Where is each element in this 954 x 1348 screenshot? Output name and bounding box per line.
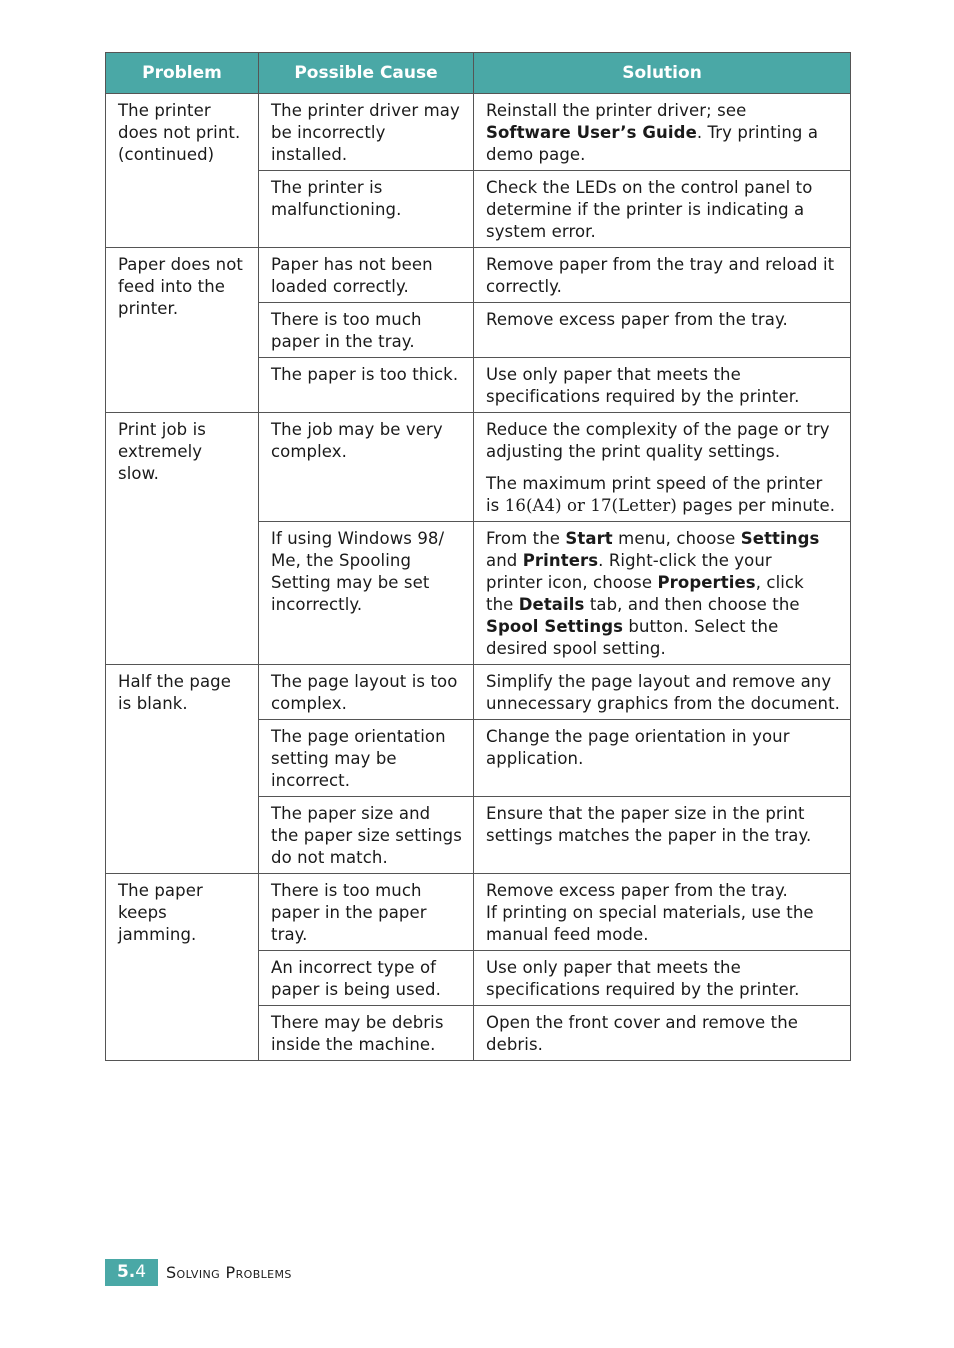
- text-run: Check the LEDs on the control panel to: [486, 178, 813, 197]
- text-run: determine if the printer is indicating a: [486, 200, 805, 219]
- solution-text-line: [486, 419, 838, 441]
- problem-text-line: does not print.: [118, 123, 241, 142]
- text-run: manual feed mode.: [486, 925, 649, 944]
- problem-text-line: The paper: [118, 881, 203, 900]
- solution-text-line: [486, 726, 838, 748]
- solution-text-line: [486, 221, 838, 243]
- text-run: Open the front cover and remove the: [486, 1013, 799, 1032]
- cause-text-line: incorrect.: [271, 771, 351, 790]
- table-row: [106, 248, 851, 303]
- problem-text-line: slow.: [118, 464, 160, 483]
- problem-text-line: Paper does not: [118, 255, 243, 274]
- cause-cell: [259, 171, 474, 248]
- cause-cell: [259, 720, 474, 797]
- page-footer: [105, 1258, 292, 1286]
- header-possible-cause: Possible Cause: [259, 53, 474, 94]
- problem-text-line: printer.: [118, 299, 179, 318]
- solution-cell: [474, 665, 851, 720]
- cause-text-line: complex.: [271, 442, 347, 461]
- bold-term: Spool Settings: [486, 617, 624, 636]
- cause-text-line: be incorrectly: [271, 123, 386, 142]
- text-run: 17: [590, 496, 612, 515]
- cause-cell: [259, 358, 474, 413]
- solution-cell: [474, 171, 851, 248]
- text-run: button. Select the: [623, 617, 779, 636]
- cause-text-line: installed.: [271, 145, 348, 164]
- table-row: [106, 413, 851, 522]
- cause-text-line: There may be debris: [271, 1013, 444, 1032]
- text-run: . Right-click the your: [598, 551, 772, 570]
- solution-cell: [474, 303, 851, 358]
- solution-cell: [474, 797, 851, 874]
- cause-text-line: tray.: [271, 925, 308, 944]
- cause-text-line: There is too much: [271, 310, 422, 329]
- text-run: debris.: [486, 1035, 544, 1054]
- text-run: . Try printing a: [696, 123, 819, 142]
- text-run: and: [486, 551, 523, 570]
- text-run: pages per minute.: [676, 496, 836, 515]
- solution-cell: [474, 358, 851, 413]
- text-run: menu, choose: [612, 529, 741, 548]
- bold-term: Software User’s Guide: [486, 123, 697, 142]
- cause-cell: [259, 522, 474, 665]
- solution-text-line: [486, 254, 838, 276]
- problem-text-line: feed into the: [118, 277, 226, 296]
- solution-text-line: [486, 309, 838, 331]
- cause-text-line: malfunctioning.: [271, 200, 402, 219]
- solution-text-line: [486, 100, 838, 122]
- cause-cell: [259, 94, 474, 171]
- cause-text-line: inside the machine.: [271, 1035, 436, 1054]
- solution-text-line: [486, 902, 838, 924]
- solution-text-line: [486, 473, 838, 495]
- solution-cell: [474, 720, 851, 797]
- solution-text-line: [486, 495, 838, 517]
- solution-text-line: [486, 671, 838, 693]
- solution-cell: [474, 248, 851, 303]
- solution-text-line: [486, 364, 838, 386]
- solution-text-line: [486, 803, 838, 825]
- text-run: , click: [755, 573, 804, 592]
- problem-text-line: Print job is: [118, 420, 206, 439]
- text-run: demo page.: [486, 145, 586, 164]
- solution-text-line: [486, 199, 838, 221]
- table-row: [106, 94, 851, 171]
- text-run: specifications required by the printer.: [486, 980, 800, 999]
- text-run: adjusting the print quality settings.: [486, 442, 781, 461]
- problem-cell: [106, 248, 259, 413]
- cause-text-line: The job may be very: [271, 420, 443, 439]
- solution-text-line: [486, 924, 838, 946]
- problem-cell: [106, 413, 259, 665]
- solution-text-line: [486, 594, 838, 616]
- text-run: The maximum print speed of the printer: [486, 474, 823, 493]
- text-run: the: [486, 595, 519, 614]
- text-run: Reinstall the printer driver; see: [486, 101, 747, 120]
- solution-text-line: [486, 825, 838, 847]
- problem-text-line: (continued): [118, 145, 215, 164]
- problem-cell: [106, 874, 259, 1061]
- cause-cell: [259, 874, 474, 951]
- cause-text-line: The page orientation: [271, 727, 446, 746]
- cause-text-line: Setting may be set: [271, 573, 430, 592]
- text-run: desired spool setting.: [486, 639, 666, 658]
- header-problem: Problem: [106, 53, 259, 94]
- text-run: system error.: [486, 222, 596, 241]
- cause-text-line: incorrectly.: [271, 595, 363, 614]
- problem-text-line: keeps: [118, 903, 167, 922]
- solution-text-line: [486, 1034, 838, 1056]
- chapter-number: 5.: [116, 1262, 136, 1282]
- cause-text-line: The paper is too thick.: [271, 365, 459, 384]
- cause-cell: [259, 303, 474, 358]
- table-body: [106, 94, 851, 1061]
- table-header-row: [106, 53, 851, 94]
- bold-term: Details: [518, 595, 585, 614]
- problem-text-line: extremely: [118, 442, 203, 461]
- cause-cell: [259, 665, 474, 720]
- problem-text-line: jamming.: [118, 925, 197, 944]
- solution-text-line: [486, 144, 838, 166]
- cause-text-line: the paper size settings: [271, 826, 462, 845]
- solution-text-line: [486, 386, 838, 408]
- solution-text-line: [486, 550, 838, 572]
- bold-term: Properties: [657, 573, 756, 592]
- solution-text-line: [486, 441, 838, 463]
- cause-cell: [259, 248, 474, 303]
- solution-cell: [474, 413, 851, 522]
- cause-text-line: Me, the Spooling: [271, 551, 412, 570]
- problem-text-line: Half the page: [118, 672, 231, 691]
- text-run: application.: [486, 749, 584, 768]
- text-run: Simplify the page layout and remove any: [486, 672, 832, 691]
- cause-text-line: Paper has not been: [271, 255, 433, 274]
- text-run: unnecessary graphics from the document.: [486, 694, 841, 713]
- solution-text-line: [486, 1012, 838, 1034]
- solution-text-line: [486, 276, 838, 298]
- cause-text-line: The printer is: [271, 178, 383, 197]
- cause-text-line: paper in the tray.: [271, 332, 415, 351]
- solution-cell: [474, 951, 851, 1006]
- text-run: specifications required by the printer.: [486, 387, 800, 406]
- text-run: Use only paper that meets the: [486, 958, 741, 977]
- bold-term: Start: [565, 529, 613, 548]
- solution-text-line: [486, 957, 838, 979]
- solution-cell: [474, 874, 851, 951]
- page-number-badge: [105, 1259, 158, 1286]
- text-run: Ensure that the paper size in the print: [486, 804, 805, 823]
- cause-text-line: The page layout is too: [271, 672, 458, 691]
- text-run: From the: [486, 529, 566, 548]
- solution-text-line: [486, 528, 838, 550]
- header-solution: Solution: [474, 53, 851, 94]
- cause-cell: [259, 413, 474, 522]
- text-run: tab, and then choose the: [584, 595, 800, 614]
- text-run: Change the page orientation in your: [486, 727, 790, 746]
- problem-cell: [106, 665, 259, 874]
- text-run: correctly.: [486, 277, 563, 296]
- cause-text-line: The printer driver may: [271, 101, 460, 120]
- solution-text-line: [486, 638, 838, 660]
- solution-cell: [474, 522, 851, 665]
- cause-text-line: do not match.: [271, 848, 388, 867]
- text-run: settings matches the paper in the tray.: [486, 826, 812, 845]
- cause-text-line: If using Windows 98/: [271, 529, 445, 548]
- problem-cell: [106, 94, 259, 248]
- text-run: Reduce the complexity of the page or try: [486, 420, 830, 439]
- solution-text-line: [486, 880, 838, 902]
- text-run: 16: [504, 496, 526, 515]
- cause-text-line: complex.: [271, 694, 347, 713]
- bold-term: Settings: [740, 529, 820, 548]
- troubleshooting-table: [105, 52, 851, 1061]
- solution-text-line: [486, 693, 841, 715]
- problem-text-line: is blank.: [118, 694, 188, 713]
- cause-text-line: loaded correctly.: [271, 277, 409, 296]
- text-run: If printing on special materials, use the: [486, 903, 814, 922]
- solution-text-line: [486, 572, 838, 594]
- cause-text-line: There is too much: [271, 881, 422, 900]
- solution-text-line: [486, 616, 838, 638]
- solution-text-line: [486, 979, 838, 1001]
- solution-cell: [474, 1006, 851, 1061]
- text-run: (A4) or: [525, 496, 591, 515]
- solution-cell: [474, 94, 851, 171]
- paragraph-gap: [486, 463, 838, 473]
- table-row: [106, 874, 851, 951]
- cause-cell: [259, 951, 474, 1006]
- cause-text-line: setting may be: [271, 749, 397, 768]
- text-run: Remove excess paper from the tray.: [486, 881, 788, 900]
- text-run: is: [486, 496, 505, 515]
- cause-cell: [259, 1006, 474, 1061]
- page-number: 4: [135, 1262, 147, 1282]
- cause-text-line: paper in the paper: [271, 903, 427, 922]
- bold-term: Printers: [522, 551, 599, 570]
- text-run: Use only paper that meets the: [486, 365, 741, 384]
- table-row: [106, 665, 851, 720]
- cause-cell: [259, 797, 474, 874]
- section-title: Solving Problems: [166, 1262, 292, 1282]
- text-run: Remove paper from the tray and reload it: [486, 255, 835, 274]
- solution-text-line: [486, 122, 838, 144]
- text-run: Remove excess paper from the tray.: [486, 310, 788, 329]
- solution-text-line: [486, 177, 838, 199]
- solution-text-line: [486, 748, 838, 770]
- cause-text-line: paper is being used.: [271, 980, 441, 999]
- text-run: (Letter): [611, 496, 677, 515]
- problem-text-line: The printer: [118, 101, 211, 120]
- cause-text-line: The paper size and: [271, 804, 431, 823]
- text-run: printer icon, choose: [486, 573, 658, 592]
- cause-text-line: An incorrect type of: [271, 958, 437, 977]
